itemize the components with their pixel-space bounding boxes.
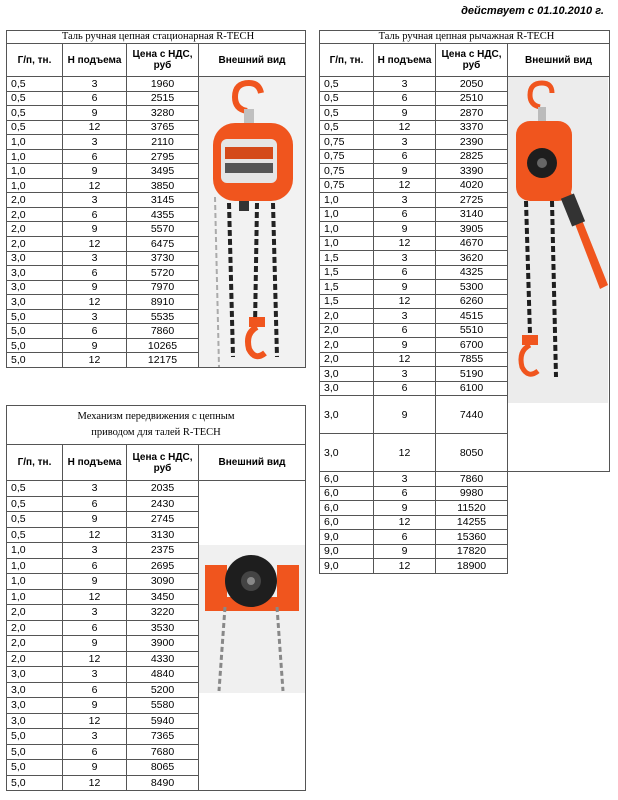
load-cell: 2,0 xyxy=(7,605,63,621)
price-cell: 2725 xyxy=(436,193,508,208)
price-cell: 8050 xyxy=(436,434,508,472)
height-cell: 12 xyxy=(63,775,127,791)
table-row xyxy=(7,77,306,92)
load-cell: 2,0 xyxy=(7,193,63,208)
table-row xyxy=(320,544,610,559)
price-cell: 11520 xyxy=(436,501,508,516)
price-cell: 2430 xyxy=(127,496,199,512)
load-cell: 1,0 xyxy=(7,574,63,590)
load-cell: 1,0 xyxy=(7,164,63,179)
height-cell: 3 xyxy=(63,543,127,559)
col-height-header: Н подъема xyxy=(374,44,436,77)
height-cell: 6 xyxy=(374,486,436,501)
load-cell: 3,0 xyxy=(7,251,63,266)
price-cell: 3495 xyxy=(127,164,199,179)
height-cell: 6 xyxy=(374,91,436,106)
price-cell: 5300 xyxy=(436,280,508,295)
price-cell: 7440 xyxy=(436,396,508,434)
price-cell: 12175 xyxy=(127,353,199,368)
price-cell: 2795 xyxy=(127,149,199,164)
load-cell: 0,75 xyxy=(320,149,374,164)
price-cell: 6475 xyxy=(127,237,199,252)
load-cell: 0,5 xyxy=(7,512,63,528)
load-cell: 1,0 xyxy=(7,178,63,193)
col-view-header: Внешний вид xyxy=(508,44,610,77)
height-cell: 12 xyxy=(63,527,127,543)
price-cell: 5190 xyxy=(436,367,508,382)
height-cell: 3 xyxy=(374,367,436,382)
load-cell: 0,5 xyxy=(7,120,63,135)
height-cell: 9 xyxy=(63,698,127,714)
col-load-header: Г/п, тн. xyxy=(320,44,374,77)
load-cell: 0,5 xyxy=(7,496,63,512)
height-cell: 6 xyxy=(63,682,127,698)
load-cell: 3,0 xyxy=(7,667,63,683)
load-cell: 1,5 xyxy=(320,294,374,309)
trolley-table xyxy=(6,405,306,791)
price-cell: 4670 xyxy=(436,236,508,251)
price-cell: 2035 xyxy=(127,481,199,497)
load-cell: 2,0 xyxy=(320,352,374,367)
height-cell: 9 xyxy=(374,338,436,353)
price-cell: 4325 xyxy=(436,265,508,280)
height-cell: 6 xyxy=(63,149,127,164)
load-cell: 5,0 xyxy=(7,338,63,353)
load-cell: 0,5 xyxy=(7,77,63,92)
price-cell: 2515 xyxy=(127,91,199,106)
load-cell: 1,5 xyxy=(320,265,374,280)
lever-hoist-table xyxy=(319,30,610,574)
load-cell: 3,0 xyxy=(7,280,63,295)
load-cell: 9,0 xyxy=(320,559,374,574)
price-cell: 3145 xyxy=(127,193,199,208)
load-cell: 1,0 xyxy=(320,236,374,251)
height-cell: 12 xyxy=(63,295,127,310)
price-cell: 1960 xyxy=(127,77,199,92)
price-cell: 3620 xyxy=(436,251,508,266)
height-cell: 9 xyxy=(63,760,127,776)
col-price-header: Цена с НДС, руб xyxy=(436,44,508,77)
load-cell: 2,0 xyxy=(7,207,63,222)
price-cell: 5200 xyxy=(127,682,199,698)
load-cell: 1,0 xyxy=(7,558,63,574)
price-cell: 2695 xyxy=(127,558,199,574)
price-cell: 18900 xyxy=(436,559,508,574)
price-cell: 3280 xyxy=(127,106,199,121)
load-cell: 0,75 xyxy=(320,135,374,150)
price-cell: 2110 xyxy=(127,135,199,150)
price-cell: 10265 xyxy=(127,338,199,353)
price-cell: 2510 xyxy=(436,91,508,106)
stationary-table-title: Таль ручная цепная стационарная R-TECH xyxy=(7,31,306,44)
height-cell: 3 xyxy=(374,309,436,324)
load-cell: 0,5 xyxy=(320,77,374,92)
price-cell: 3905 xyxy=(436,222,508,237)
price-cell: 4355 xyxy=(127,207,199,222)
lever-hoist-photo xyxy=(508,77,608,403)
height-cell: 9 xyxy=(374,501,436,516)
load-cell: 1,0 xyxy=(7,149,63,164)
lever-table-title: Таль ручная цепная рычажная R-TECH xyxy=(320,31,610,44)
height-cell: 9 xyxy=(63,106,127,121)
load-cell: 0,5 xyxy=(7,481,63,497)
price-cell: 5580 xyxy=(127,698,199,714)
load-cell: 0,5 xyxy=(7,106,63,121)
price-cell: 4515 xyxy=(436,309,508,324)
valid-from-note: действует с 01.10.2010 г. xyxy=(461,5,604,17)
height-cell: 9 xyxy=(63,338,127,353)
table-row xyxy=(320,559,610,574)
height-cell: 6 xyxy=(374,381,436,396)
col-height-header: Н подъема xyxy=(63,44,127,77)
trolley-photo xyxy=(199,545,305,693)
height-cell: 6 xyxy=(374,323,436,338)
load-cell: 1,0 xyxy=(320,207,374,222)
load-cell: 5,0 xyxy=(7,309,63,324)
trolley-table-title xyxy=(7,406,306,445)
load-cell: 3,0 xyxy=(7,713,63,729)
load-cell: 3,0 xyxy=(7,698,63,714)
height-cell: 6 xyxy=(63,266,127,281)
price-cell: 7855 xyxy=(436,352,508,367)
trolley-title-line1: Механизм передвижения с цепным xyxy=(77,411,235,422)
load-cell: 3,0 xyxy=(320,367,374,382)
load-cell: 5,0 xyxy=(7,775,63,791)
price-cell: 8910 xyxy=(127,295,199,310)
height-cell: 12 xyxy=(374,178,436,193)
price-cell: 6260 xyxy=(436,294,508,309)
load-cell: 1,0 xyxy=(320,222,374,237)
table-row xyxy=(320,486,610,501)
col-view-header: Внешний вид xyxy=(199,44,306,77)
height-cell: 3 xyxy=(63,729,127,745)
height-cell: 12 xyxy=(374,120,436,135)
height-cell: 6 xyxy=(63,207,127,222)
price-cell: 3850 xyxy=(127,178,199,193)
height-cell: 6 xyxy=(374,530,436,545)
height-cell: 3 xyxy=(63,309,127,324)
price-cell: 7860 xyxy=(436,472,508,487)
height-cell: 6 xyxy=(374,207,436,222)
load-cell: 9,0 xyxy=(320,544,374,559)
load-cell: 2,0 xyxy=(7,237,63,252)
height-cell: 9 xyxy=(374,280,436,295)
load-cell: 2,0 xyxy=(320,323,374,338)
price-cell: 17820 xyxy=(436,544,508,559)
load-cell: 1,0 xyxy=(7,543,63,559)
price-cell: 3390 xyxy=(436,164,508,179)
load-cell: 6,0 xyxy=(320,515,374,530)
load-cell: 2,0 xyxy=(7,620,63,636)
height-cell: 3 xyxy=(374,77,436,92)
height-cell: 9 xyxy=(374,164,436,179)
load-cell: 0,5 xyxy=(320,120,374,135)
price-cell: 2870 xyxy=(436,106,508,121)
price-cell: 5720 xyxy=(127,266,199,281)
price-cell: 2745 xyxy=(127,512,199,528)
col-load-header: Г/п, тн. xyxy=(7,44,63,77)
load-cell: 3,0 xyxy=(320,381,374,396)
col-load-header: Г/п, тн. xyxy=(7,445,63,481)
load-cell: 5,0 xyxy=(7,760,63,776)
height-cell: 6 xyxy=(63,620,127,636)
price-cell: 5940 xyxy=(127,713,199,729)
load-cell: 5,0 xyxy=(7,744,63,760)
price-cell: 2825 xyxy=(436,149,508,164)
stationary-hoist-table xyxy=(6,30,306,368)
height-cell: 3 xyxy=(63,605,127,621)
product-view-cell xyxy=(199,481,306,791)
load-cell: 0,5 xyxy=(7,91,63,106)
load-cell: 6,0 xyxy=(320,472,374,487)
height-cell: 12 xyxy=(63,589,127,605)
height-cell: 9 xyxy=(63,222,127,237)
price-cell: 4330 xyxy=(127,651,199,667)
load-cell: 2,0 xyxy=(7,222,63,237)
load-cell: 2,0 xyxy=(7,636,63,652)
height-cell: 3 xyxy=(63,251,127,266)
table-row xyxy=(320,515,610,530)
price-cell: 6700 xyxy=(436,338,508,353)
load-cell: 3,0 xyxy=(320,396,374,434)
price-cell: 7860 xyxy=(127,324,199,339)
height-cell: 9 xyxy=(374,106,436,121)
col-height-header: Н подъема xyxy=(63,445,127,481)
load-cell: 5,0 xyxy=(7,324,63,339)
price-cell: 9980 xyxy=(436,486,508,501)
price-cell: 5535 xyxy=(127,309,199,324)
table-row xyxy=(7,481,306,497)
height-cell: 6 xyxy=(63,91,127,106)
load-cell: 1,0 xyxy=(7,589,63,605)
height-cell: 6 xyxy=(63,744,127,760)
price-cell: 14255 xyxy=(436,515,508,530)
price-cell: 3220 xyxy=(127,605,199,621)
load-cell: 2,0 xyxy=(320,309,374,324)
height-cell: 3 xyxy=(63,193,127,208)
load-cell: 0,5 xyxy=(7,527,63,543)
load-cell: 2,0 xyxy=(320,338,374,353)
height-cell: 9 xyxy=(374,544,436,559)
price-cell: 2390 xyxy=(436,135,508,150)
price-cell: 3450 xyxy=(127,589,199,605)
table-row xyxy=(320,530,610,545)
height-cell: 12 xyxy=(374,294,436,309)
price-cell: 3765 xyxy=(127,120,199,135)
height-cell: 9 xyxy=(63,636,127,652)
price-cell: 5510 xyxy=(436,323,508,338)
price-cell: 3730 xyxy=(127,251,199,266)
load-cell: 1,0 xyxy=(320,193,374,208)
height-cell: 3 xyxy=(374,251,436,266)
height-cell: 3 xyxy=(63,481,127,497)
price-cell: 8065 xyxy=(127,760,199,776)
height-cell: 6 xyxy=(374,149,436,164)
height-cell: 6 xyxy=(63,496,127,512)
stationary-hoist-photo xyxy=(199,77,305,367)
price-cell: 7365 xyxy=(127,729,199,745)
price-cell: 2375 xyxy=(127,543,199,559)
load-cell: 1,0 xyxy=(7,135,63,150)
price-cell: 4840 xyxy=(127,667,199,683)
height-cell: 3 xyxy=(63,77,127,92)
height-cell: 12 xyxy=(63,651,127,667)
price-cell: 3140 xyxy=(436,207,508,222)
table-row xyxy=(320,501,610,516)
price-cell: 3900 xyxy=(127,636,199,652)
height-cell: 3 xyxy=(63,667,127,683)
load-cell: 0,5 xyxy=(320,91,374,106)
load-cell: 3,0 xyxy=(7,295,63,310)
height-cell: 6 xyxy=(63,324,127,339)
price-cell: 8490 xyxy=(127,775,199,791)
height-cell: 9 xyxy=(63,512,127,528)
height-cell: 12 xyxy=(374,434,436,472)
load-cell: 0,75 xyxy=(320,164,374,179)
col-price-header: Цена с НДС, руб xyxy=(127,44,199,77)
price-cell: 3130 xyxy=(127,527,199,543)
load-cell: 5,0 xyxy=(7,353,63,368)
height-cell: 12 xyxy=(63,713,127,729)
height-cell: 3 xyxy=(374,193,436,208)
load-cell: 2,0 xyxy=(7,651,63,667)
load-cell: 1,5 xyxy=(320,280,374,295)
price-cell: 3530 xyxy=(127,620,199,636)
price-cell: 4020 xyxy=(436,178,508,193)
load-cell: 0,5 xyxy=(320,106,374,121)
height-cell: 9 xyxy=(374,222,436,237)
height-cell: 12 xyxy=(374,352,436,367)
height-cell: 12 xyxy=(63,120,127,135)
height-cell: 9 xyxy=(63,280,127,295)
price-cell: 2050 xyxy=(436,77,508,92)
price-cell: 3090 xyxy=(127,574,199,590)
price-cell: 7970 xyxy=(127,280,199,295)
price-cell: 3370 xyxy=(436,120,508,135)
height-cell: 9 xyxy=(374,396,436,434)
trolley-title-line2: приводом для талей R-TECH xyxy=(91,427,221,438)
height-cell: 3 xyxy=(374,135,436,150)
load-cell: 5,0 xyxy=(7,729,63,745)
height-cell: 6 xyxy=(374,265,436,280)
height-cell: 12 xyxy=(374,515,436,530)
load-cell: 9,0 xyxy=(320,530,374,545)
height-cell: 9 xyxy=(63,574,127,590)
height-cell: 3 xyxy=(63,135,127,150)
load-cell: 6,0 xyxy=(320,501,374,516)
height-cell: 12 xyxy=(63,237,127,252)
price-cell: 7680 xyxy=(127,744,199,760)
load-cell: 1,5 xyxy=(320,251,374,266)
col-price-header: Цена с НДС, руб xyxy=(127,445,199,481)
price-cell: 5570 xyxy=(127,222,199,237)
col-view-header: Внешний вид xyxy=(199,445,306,481)
height-cell: 9 xyxy=(63,164,127,179)
table-row xyxy=(320,77,610,92)
load-cell: 0,75 xyxy=(320,178,374,193)
height-cell: 3 xyxy=(374,472,436,487)
load-cell: 3,0 xyxy=(320,434,374,472)
price-cell: 15360 xyxy=(436,530,508,545)
height-cell: 12 xyxy=(63,178,127,193)
height-cell: 6 xyxy=(63,558,127,574)
product-view-cell xyxy=(508,77,610,472)
table-row xyxy=(320,472,610,487)
load-cell: 3,0 xyxy=(7,682,63,698)
height-cell: 12 xyxy=(63,353,127,368)
product-view-cell xyxy=(199,77,306,368)
height-cell: 12 xyxy=(374,236,436,251)
load-cell: 3,0 xyxy=(7,266,63,281)
price-cell: 6100 xyxy=(436,381,508,396)
load-cell: 6,0 xyxy=(320,486,374,501)
height-cell: 12 xyxy=(374,559,436,574)
